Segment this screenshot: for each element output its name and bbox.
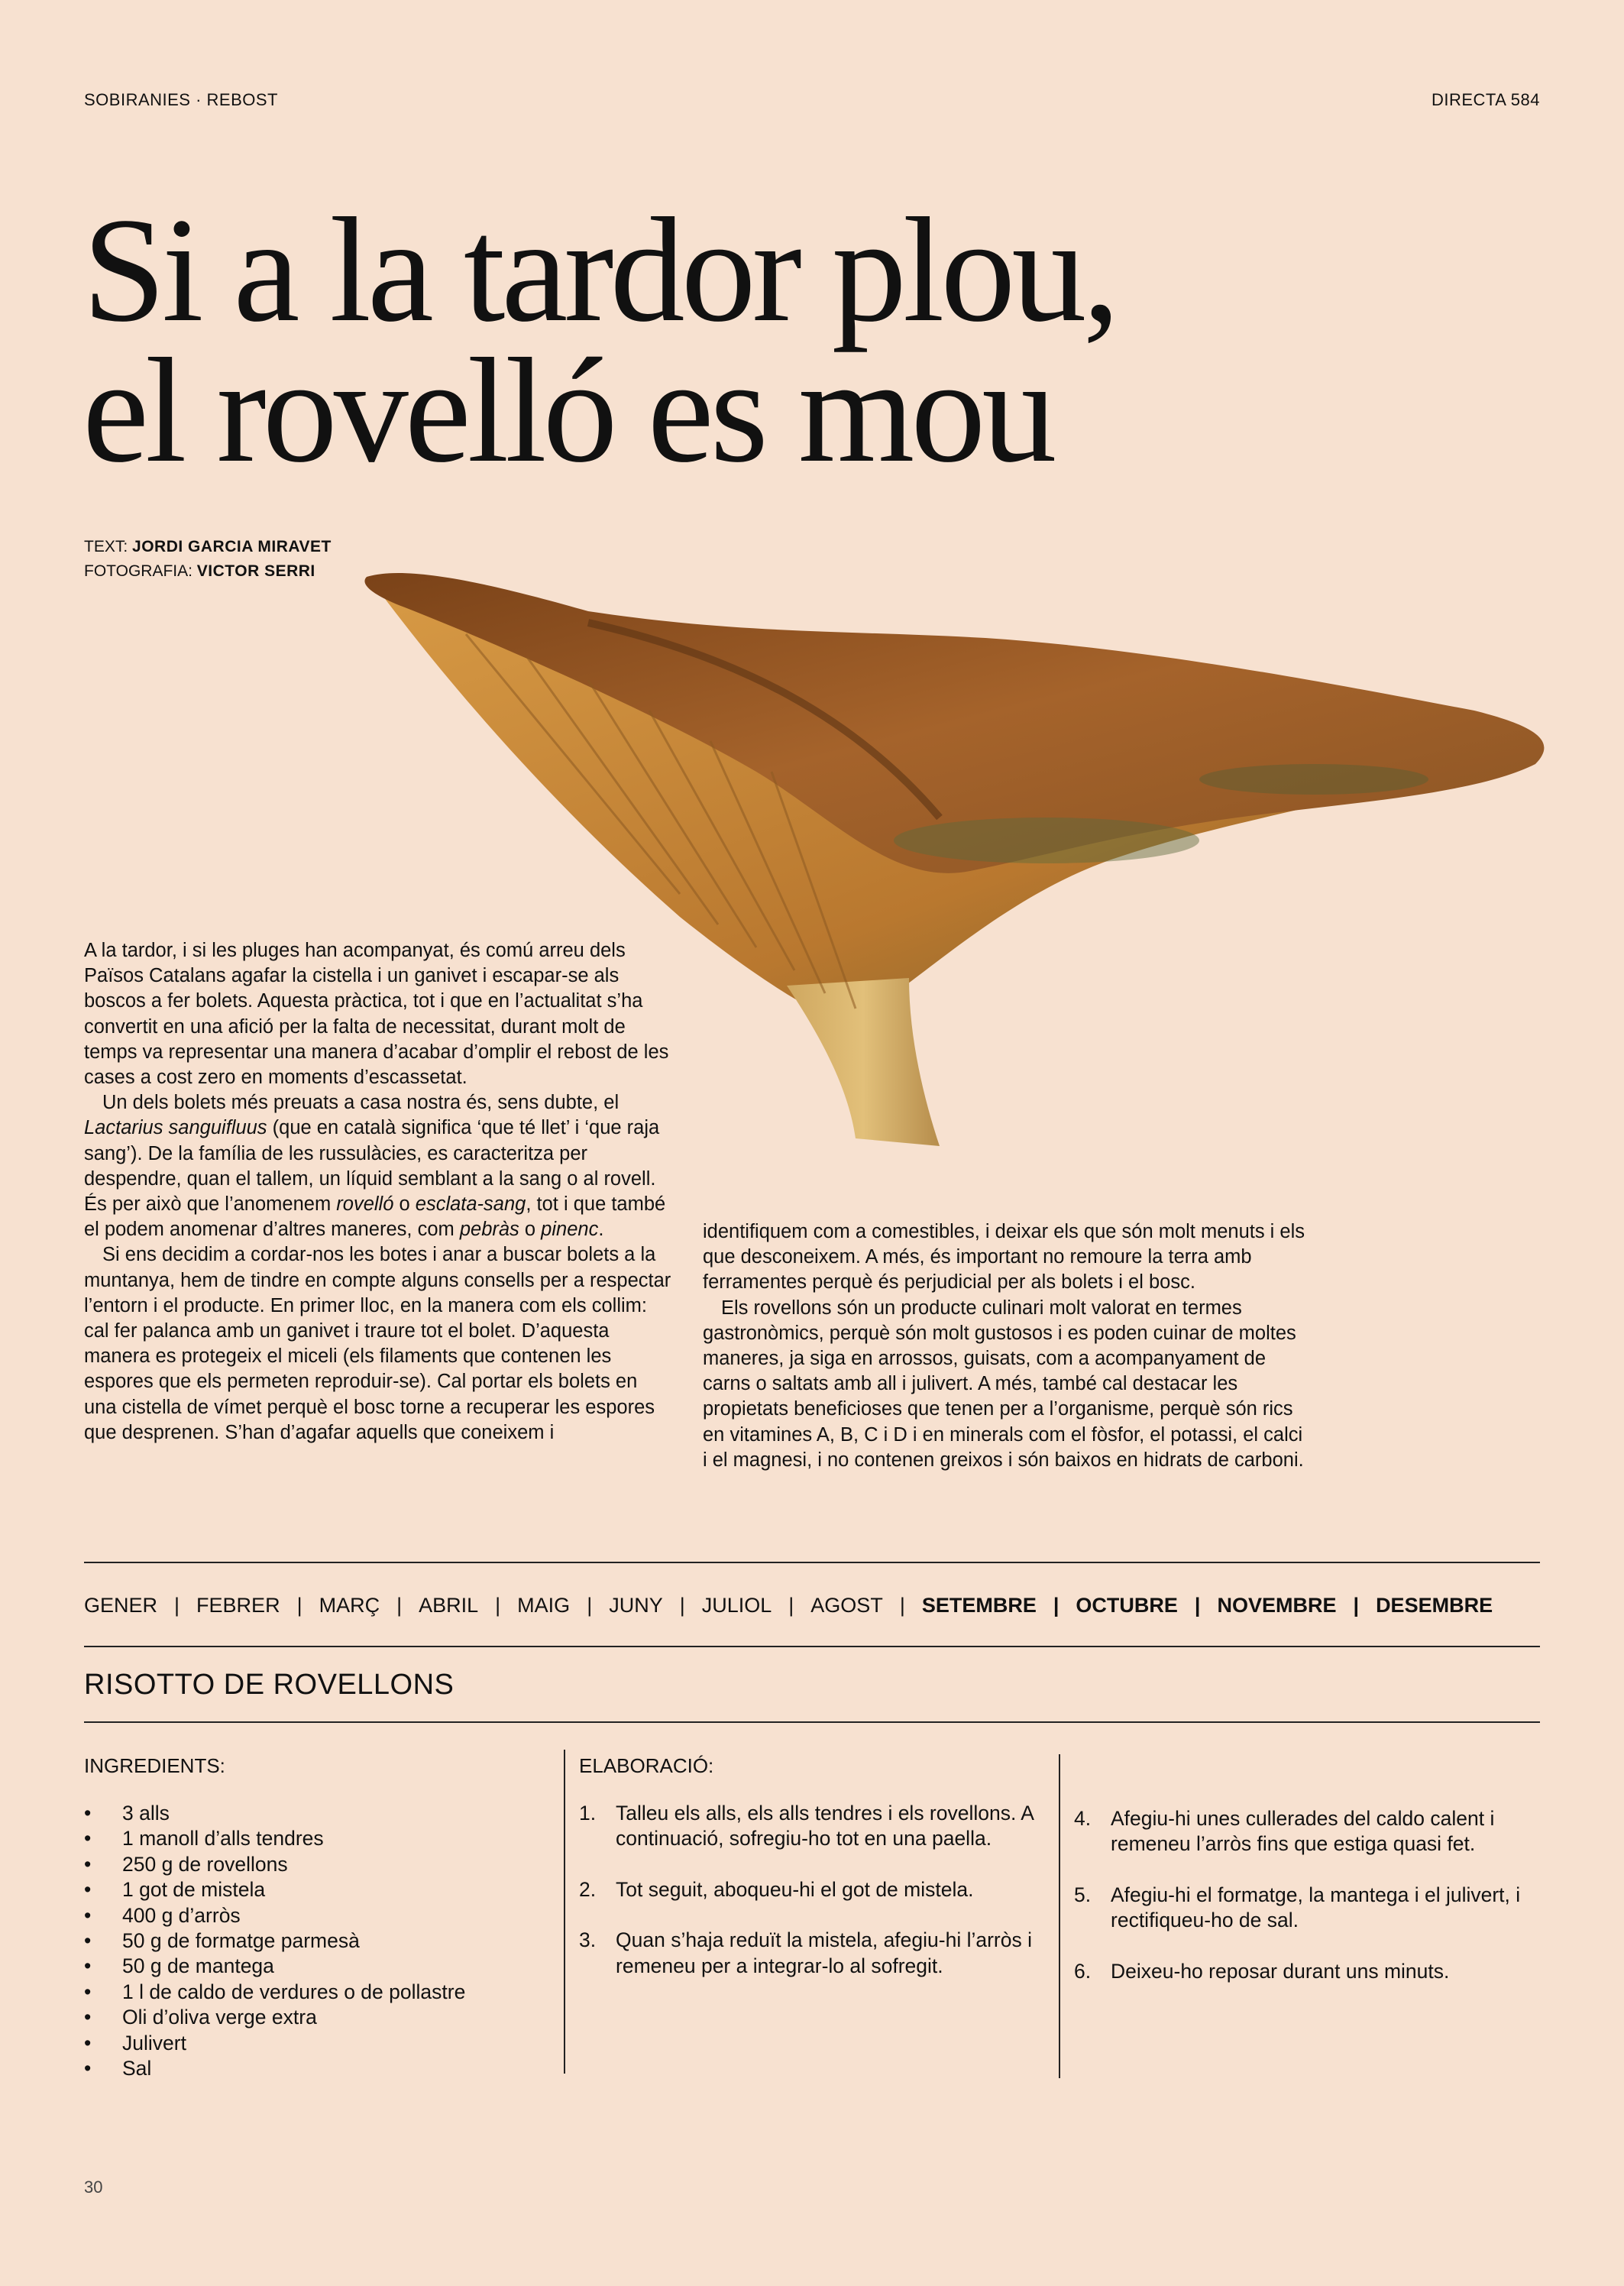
ingredient-item: • 50 g de mantega: [84, 1954, 542, 1979]
text-credit-label: TEXT:: [84, 538, 133, 555]
step-text: Afegiu-hi unes cullerades del caldo calent i remeneu l’arròs fins que estiga quasi fet.: [1111, 1807, 1495, 1856]
divider-top: [84, 1562, 1540, 1563]
ingredients-list: [84, 1801, 542, 2081]
mushroom-stem: [787, 978, 940, 1146]
step-item: [579, 1801, 1053, 1852]
ingredient-item: • 1 got de mistela: [84, 1877, 542, 1902]
step-item: [579, 1928, 1053, 1979]
ingredient-item: • 250 g de rovellons: [84, 1852, 542, 1877]
article-paragraph-5: Els rovellons són un producte culinari molt valorat en termes gastronòmics, perquè són molt gustosos i es poden cuinar de moltes maneres, ja siga en arrossos, guisats, com a acompanyament de carns o saltats amb all i julivert. A més, també cal destacar les propietats beneficioses que tenen per a l’organisme, perquè són rics en vitamines A, B, C i D i en minerals com el fòsfor, el potassi, el calci i el magnesi, i no contenen greixos i són baixos en hidrats de carboni.: [703, 1297, 1304, 1471]
ingredient-item: • 3 alls: [84, 1801, 542, 1826]
ingredient-item: • 1 l de caldo de verdures o de pollastre: [84, 1980, 542, 2005]
month-separator: |: [679, 1594, 685, 1617]
article-paragraph-4: identifiquem com a comestibles, i deixar els que són molt menuts i els que desconeixem. A més, és important no remoure la terra amb ferramentes perquè és perjudicial per als bolets i el bosc.: [703, 1221, 1305, 1294]
text-credit-author: JORDI GARCIA MIRAVET: [132, 538, 332, 555]
steps-list-1: [579, 1801, 1053, 1979]
photo-credit-label: FOTOGRAFIA:: [84, 562, 197, 580]
article-column-2: [703, 1219, 1306, 1473]
column-divider-2: [1059, 1754, 1060, 2078]
month-separator: |: [899, 1594, 905, 1617]
ingredient-item: • 400 g d’arròs: [84, 1903, 542, 1928]
article-paragraph-1: A la tardor, i si les pluges han acompanyat, és comú arreu dels Països Catalans agafar la cistella i un ganivet i escapar-se als boscos a fer bolets. Aquesta pràctica, tot i que en l’actualitat s’ha convertit en una afició per la falta de necessitat, durant molt de temps va representar una manera d’acabar d’omplir el rebost de les cases a cost zero en moments d’escassetat.: [84, 940, 669, 1089]
credits: [84, 535, 332, 584]
month-10: NOVEMBRE: [1217, 1594, 1337, 1617]
month-separator: |: [296, 1594, 302, 1617]
step-item: [1074, 1883, 1548, 1934]
issue-label: DIRECTA 584: [1431, 90, 1540, 109]
step-item: [579, 1877, 1053, 1902]
month-8: SETEMBRE: [921, 1594, 1037, 1617]
step-number: 1.: [579, 1802, 597, 1825]
month-separator: |: [788, 1594, 794, 1617]
month-5: JUNY: [609, 1594, 663, 1617]
ingredient-item: • Julivert: [84, 2031, 542, 2056]
page-title: [82, 187, 1381, 494]
text-credit: [84, 535, 332, 559]
ingredients-section: [84, 1754, 542, 2081]
step-text: Deixeu-ho reposar durant uns minuts.: [1111, 1959, 1450, 1983]
recipe-title: RISOTTO DE ROVELLONS: [84, 1669, 455, 1701]
step-number: 6.: [1074, 1959, 1092, 1983]
step-number: 2.: [579, 1877, 597, 1901]
month-separator: |: [495, 1594, 501, 1617]
month-9: OCTUBRE: [1076, 1594, 1178, 1617]
month-0: GENER: [84, 1594, 158, 1617]
month-1: FEBRER: [196, 1594, 280, 1617]
ingredient-item: • 50 g de formatge parmesà: [84, 1928, 542, 1954]
month-separator: |: [1194, 1594, 1201, 1617]
photo-credit-author: VICTOR SERRI: [196, 562, 315, 580]
ingredients-heading: INGREDIENTS:: [84, 1754, 225, 1777]
step-item: [1074, 1959, 1548, 1984]
elaboration-section: [579, 1754, 1053, 2004]
step-text: Quan s’haja reduït la mistela, afegiu-hi l’arròs i remeneu per a integrar-lo al sofregit.: [616, 1928, 1032, 1977]
elaboration-heading: ELABORACIÓ:: [579, 1754, 714, 1777]
title-line-1: Si a la tardor plou,: [82, 187, 1117, 353]
step-text: Talleu els alls, els alls tendres i els rovellons. A continuació, sofregiu-ho tot en una paella.: [616, 1802, 1034, 1850]
month-4: MAIG: [517, 1594, 571, 1617]
photo-credit: [84, 559, 332, 584]
divider-recipe: [84, 1721, 1540, 1723]
month-7: AGOST: [810, 1594, 883, 1617]
month-6: JULIOL: [701, 1594, 772, 1617]
divider-months: [84, 1646, 1540, 1647]
title-line-2: el rovelló es mou: [82, 328, 1053, 494]
step-item: [1074, 1806, 1548, 1857]
month-2: MARÇ: [319, 1594, 380, 1617]
column-divider-1: [564, 1750, 565, 2074]
ingredient-item: • Sal: [84, 2056, 542, 2081]
article-paragraph-3: Si ens decidim a cordar-nos les botes i anar a buscar bolets a la muntanya, hem de tindre en compte alguns consells per a respectar l’entorn i el producte. En primer lloc, en la manera com els collim: cal fer palanca amb un ganivet i traure tot el bolet. D’aquesta manera es protegeix el miceli (els filaments que contenen les espores que els permeten reproduir-se). Cal portar els bolets en una cistella de vímet perquè el bosc torne a recuperar les espores que desprenen. S’han d’agafar aquells que coneixem i: [84, 1244, 671, 1443]
ingredient-item: • Oli d’oliva verge extra: [84, 2005, 542, 2030]
step-number: 3.: [579, 1928, 597, 1952]
month-11: DESEMBRE: [1376, 1594, 1493, 1617]
month-separator: |: [396, 1594, 403, 1617]
step-text: Tot seguit, aboqueu-hi el got de mistela.: [616, 1877, 974, 1901]
step-number: 5.: [1074, 1883, 1092, 1906]
month-separator: |: [1053, 1594, 1059, 1617]
article-paragraph-2: Un dels bolets més preuats a casa nostra és, sens dubte, el Lactarius sanguifluus (que en català significa ‘que té llet’ i ‘que raja sang’). De la família de les russulàcies, es caracteritza per despendre, quan el tallem, un líquid semblant a la sang o al rovell. És per això que l’anomenem rovelló o esclata-sang, tot i que també el podem anomenar d’altres maneres, com pebràs o pinenc.: [84, 1092, 666, 1241]
steps-list-2: [1074, 1806, 1548, 1984]
month-separator: |: [1353, 1594, 1360, 1617]
season-calendar: [84, 1594, 1566, 1617]
ingredient-item: • 1 manoll d’alls tendres: [84, 1826, 542, 1851]
month-separator: |: [174, 1594, 180, 1617]
page-number: 30: [84, 2178, 103, 2197]
elaboration-section-continued: [1074, 1806, 1548, 2009]
step-number: 4.: [1074, 1807, 1092, 1830]
section-label: SOBIRANIES · REBOST: [84, 90, 278, 109]
article-column-1: [84, 938, 672, 1446]
step-text: Afegiu-hi el formatge, la mantega i el julivert, i rectifiqueu-ho de sal.: [1111, 1883, 1521, 1932]
month-3: ABRIL: [419, 1594, 479, 1617]
month-separator: |: [587, 1594, 593, 1617]
